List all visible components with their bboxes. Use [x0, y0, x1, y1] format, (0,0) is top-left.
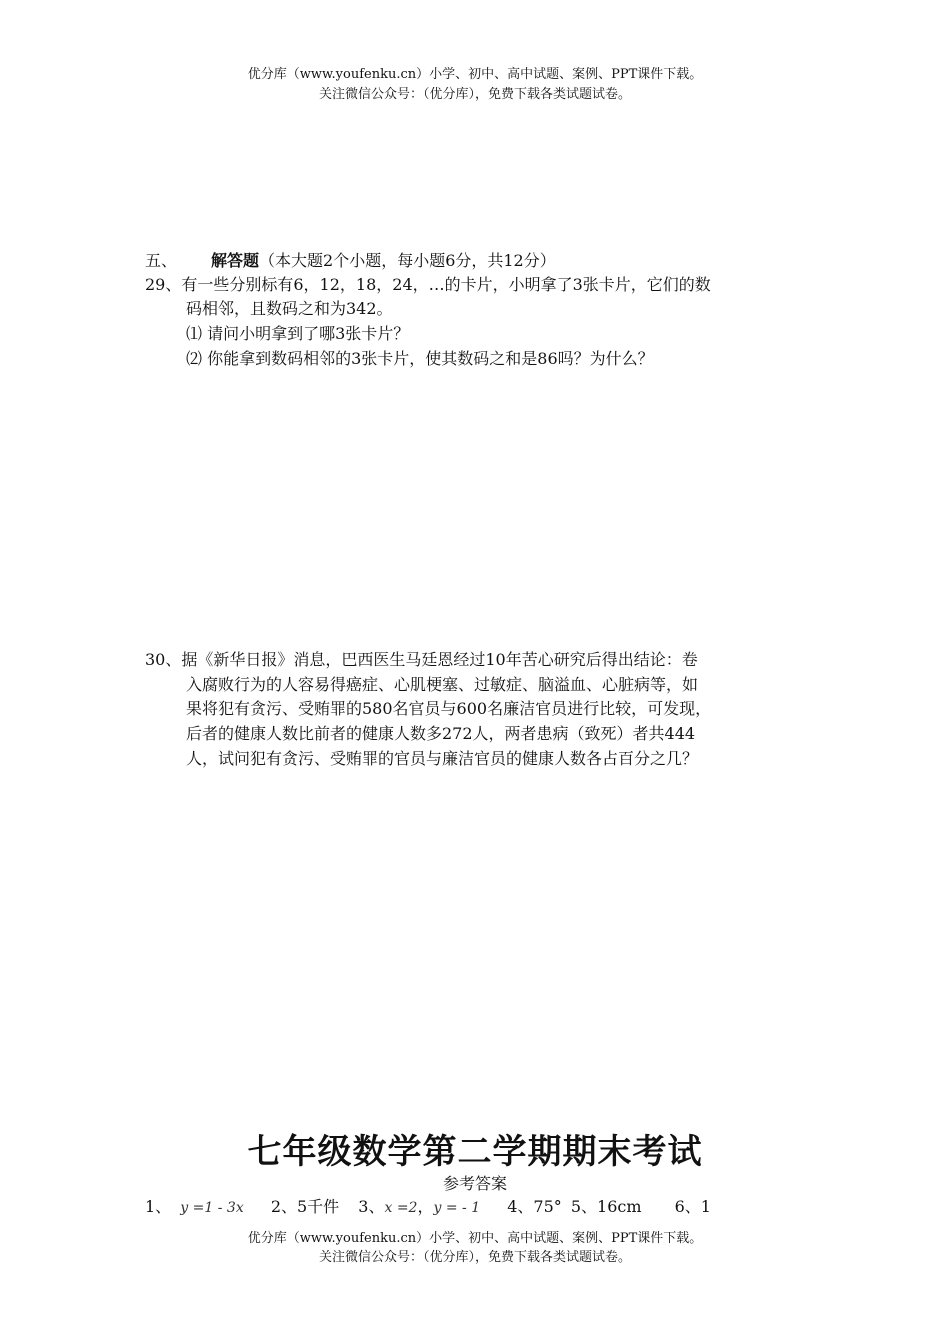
answers-subtitle: 参考答案	[442, 1174, 507, 1193]
answers-row	[145, 1195, 711, 1220]
q29-sub-2: ⑵ 你能拿到数码相邻的3张卡片，使其数码之和是86吗？为什么？	[186, 349, 654, 368]
q30-line-1: 30、据《新华日报》消息，巴西医生马廷恩经过10年苦心研究后得出结论：卷	[145, 650, 698, 669]
answer-1-number: 1、	[145, 1197, 172, 1216]
answer-3-number: 3、	[358, 1197, 385, 1216]
q30-line-2: 入腐败行为的人容易得癌症、心肌梗塞、过敏症、脑溢血、心脏病等，如	[186, 675, 699, 694]
answer-3-equation-x: x =2	[384, 1200, 418, 1216]
footer-line-1: 优分库（www.youfenku.cn）小学、初中、高中试题、案例、PPT课件下载。	[247, 1231, 703, 1246]
answer-1-equation: y =1 - 3x	[180, 1200, 244, 1216]
answer-5: 5、16cm	[570, 1197, 642, 1216]
header-line-2: 关注微信公众号：（优分库），免费下载各类试题试卷。	[318, 87, 631, 102]
footer-line-2: 关注微信公众号：（优分库），免费下载各类试题试卷。	[318, 1250, 631, 1265]
q30-line-4: 后者的健康人数比前者的健康人数多272人，两者患病（致死）者共444	[186, 724, 696, 743]
q30-line-5: 人，试问犯有贪污、受贿罪的官员与廉洁官员的健康人数各占百分之几？	[186, 749, 699, 768]
answer-6: 6、1	[674, 1197, 711, 1216]
q29-line-2: 码相邻，且数码之和为342。	[186, 299, 393, 318]
q29-sub-1: ⑴ 请问小明拿到了哪3张卡片？	[186, 324, 410, 343]
q29-line-1: 29、有一些分别标有6，12，18，24，…的卡片，小明拿了3张卡片，它们的数	[145, 275, 711, 294]
answer-4: 4、75°	[507, 1197, 562, 1216]
answers-title: 七年级数学第二学期期末考试	[247, 1132, 703, 1172]
answer-2: 2、5千件	[270, 1197, 340, 1216]
section-5-heading	[145, 249, 556, 273]
section-number: 五、	[145, 251, 178, 270]
q30-line-3: 果将犯有贪污、受贿罪的580名官员与600名廉洁官员进行比较，可发现，	[186, 699, 712, 718]
header-line-1: 优分库（www.youfenku.cn）小学、初中、高中试题、案例、PPT课件下载。	[247, 67, 703, 82]
answer-3-equation-y: y = - 1	[433, 1200, 481, 1216]
section-note: （本大题2个小题，每小题6分，共12分）	[259, 251, 556, 270]
section-title: 解答题	[211, 251, 260, 270]
answer-3-separator: ，	[417, 1197, 434, 1216]
